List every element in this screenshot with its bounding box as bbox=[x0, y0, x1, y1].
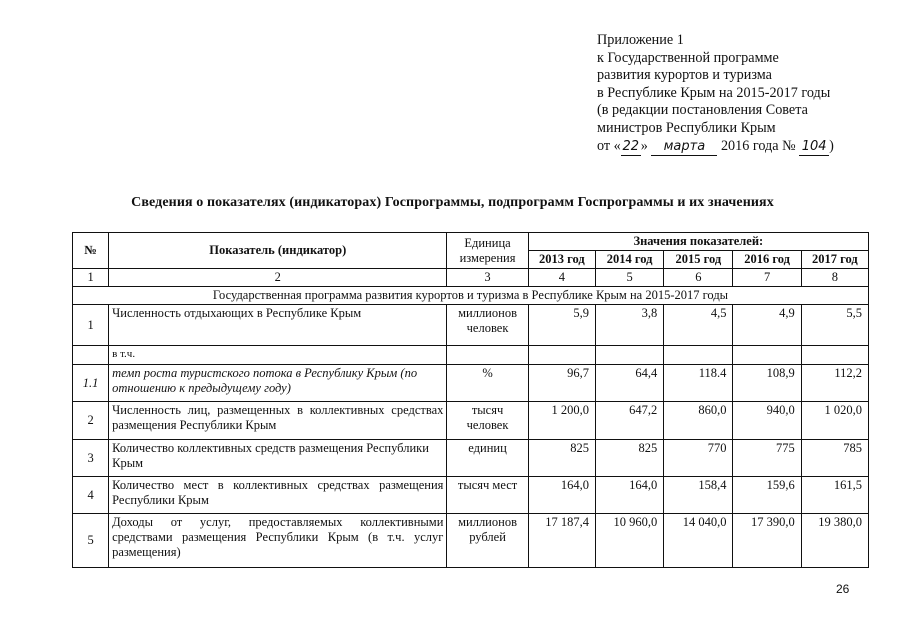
row-value: 10 960,0 bbox=[595, 514, 663, 568]
row-value: 158,4 bbox=[664, 477, 733, 514]
row-value: 785 bbox=[801, 440, 868, 477]
column-number: 5 bbox=[595, 269, 663, 287]
program-title-row bbox=[73, 287, 869, 305]
appendix-line: к Государственной программе bbox=[597, 49, 779, 66]
row-value: 1 200,0 bbox=[528, 402, 595, 440]
row-value: 164,0 bbox=[595, 477, 663, 514]
table-row-subheading bbox=[73, 346, 869, 365]
date-year-text: 2016 года № bbox=[720, 137, 796, 154]
row-value: 4,5 bbox=[664, 305, 733, 346]
row-unit: единиц bbox=[447, 440, 528, 477]
row-value: 4,9 bbox=[733, 305, 801, 346]
row-indicator: темп роста туристского потока в Республику Крым (по отношению к предыдущему году) bbox=[109, 365, 447, 402]
row-number: 5 bbox=[73, 514, 109, 568]
row-value: 647,2 bbox=[595, 402, 663, 440]
row-indicator: Доходы от услуг, предоставляемых коллективными средствами размещения Республики Крым (в т.ч. услуг размещения) bbox=[109, 514, 447, 568]
appendix-line: Приложение 1 bbox=[597, 32, 684, 48]
appendix-line: развития курортов и туризма bbox=[597, 67, 772, 84]
date-mid: » bbox=[640, 137, 648, 154]
row-value: 3,8 bbox=[595, 305, 663, 346]
row-indicator: Количество мест в коллективных средствах размещения Республики Крым bbox=[109, 477, 447, 514]
appendix-line: министров Республики Крым bbox=[597, 119, 776, 136]
document-title: Сведения о показателях (индикаторах) Госпрограммы, подпрограмм Госпрограммы и их значениях bbox=[131, 195, 774, 210]
header-year: 2013 год bbox=[528, 251, 595, 269]
row-value: 770 bbox=[664, 440, 733, 477]
header-year: 2014 год bbox=[595, 251, 663, 269]
header-indicator: Показатель (индикатор) bbox=[109, 233, 447, 269]
row-indicator: Количество коллективных средств размещения Республики Крым bbox=[109, 440, 447, 477]
header-num: № bbox=[73, 233, 109, 269]
row-unit: миллионов рублей bbox=[447, 514, 528, 568]
row-value: 64,4 bbox=[595, 365, 663, 402]
column-number: 2 bbox=[109, 269, 447, 287]
header-unit: Единица измерения bbox=[447, 233, 528, 269]
row-value: 825 bbox=[595, 440, 663, 477]
row-unit: миллионов человек bbox=[447, 305, 528, 346]
row-value: 860,0 bbox=[664, 402, 733, 440]
table-row bbox=[73, 402, 869, 440]
row-number: 3 bbox=[73, 440, 109, 477]
handwritten-month: марта bbox=[651, 138, 717, 157]
column-number: 4 bbox=[528, 269, 595, 287]
decree-date-line bbox=[597, 138, 897, 157]
column-number: 1 bbox=[73, 269, 109, 287]
row-value: 775 bbox=[733, 440, 801, 477]
row-value: 17 187,4 bbox=[528, 514, 595, 568]
row-value: 118.4 bbox=[664, 365, 733, 402]
table-row bbox=[73, 305, 869, 346]
row-number: 2 bbox=[73, 402, 109, 440]
handwritten-decree-number: 104 bbox=[799, 138, 829, 157]
handwritten-day: 22 bbox=[621, 138, 641, 157]
row-number: 4 bbox=[73, 477, 109, 514]
indicators-table bbox=[72, 232, 869, 568]
column-number: 3 bbox=[447, 269, 528, 287]
row-value: 5,9 bbox=[528, 305, 595, 346]
row-value: 825 bbox=[528, 440, 595, 477]
header-year: 2015 год bbox=[664, 251, 733, 269]
date-prefix: от « bbox=[597, 137, 621, 154]
date-suffix: ) bbox=[829, 137, 834, 154]
header-values-group: Значения показателей: bbox=[528, 233, 868, 251]
table-row bbox=[73, 514, 869, 568]
row-value: 19 380,0 bbox=[801, 514, 868, 568]
appendix-line: (в редакции постановления Совета bbox=[597, 102, 808, 119]
row-value: 108,9 bbox=[733, 365, 801, 402]
row-number: 1.1 bbox=[73, 365, 109, 402]
column-number: 6 bbox=[664, 269, 733, 287]
program-title: Государственная программа развития курортов и туризма в Республике Крым на 2015-2017 годы bbox=[73, 287, 869, 305]
page-number: 26 bbox=[836, 582, 850, 596]
table-row bbox=[73, 440, 869, 477]
appendix-line: в Республике Крым на 2015-2017 годы bbox=[597, 84, 831, 101]
row-value: 5,5 bbox=[801, 305, 868, 346]
row-value: 940,0 bbox=[733, 402, 801, 440]
row-value: 1 020,0 bbox=[801, 402, 868, 440]
row-indicator: Численность лиц, размещенных в коллективных средствах размещения Республики Крым bbox=[109, 402, 447, 440]
row-unit: тысяч мест bbox=[447, 477, 528, 514]
appendix-block bbox=[597, 32, 897, 156]
column-number: 8 bbox=[801, 269, 868, 287]
row-value: 96,7 bbox=[528, 365, 595, 402]
row-value: 159,6 bbox=[733, 477, 801, 514]
row-value: 112,2 bbox=[801, 365, 868, 402]
row-value: 164,0 bbox=[528, 477, 595, 514]
table-row bbox=[73, 365, 869, 402]
column-number: 7 bbox=[733, 269, 801, 287]
header-year: 2017 год bbox=[801, 251, 868, 269]
row-number: 1 bbox=[73, 305, 109, 346]
row-unit: % bbox=[447, 365, 528, 402]
header-year: 2016 год bbox=[733, 251, 801, 269]
row-subheading-label: в т.ч. bbox=[109, 346, 447, 365]
row-value: 17 390,0 bbox=[733, 514, 801, 568]
table-row bbox=[73, 477, 869, 514]
header-row bbox=[73, 233, 869, 251]
row-value: 161,5 bbox=[801, 477, 868, 514]
row-value: 14 040,0 bbox=[664, 514, 733, 568]
row-unit: тысяч человек bbox=[447, 402, 528, 440]
column-number-row bbox=[73, 269, 869, 287]
row-indicator: Численность отдыхающих в Республике Крым bbox=[109, 305, 447, 346]
